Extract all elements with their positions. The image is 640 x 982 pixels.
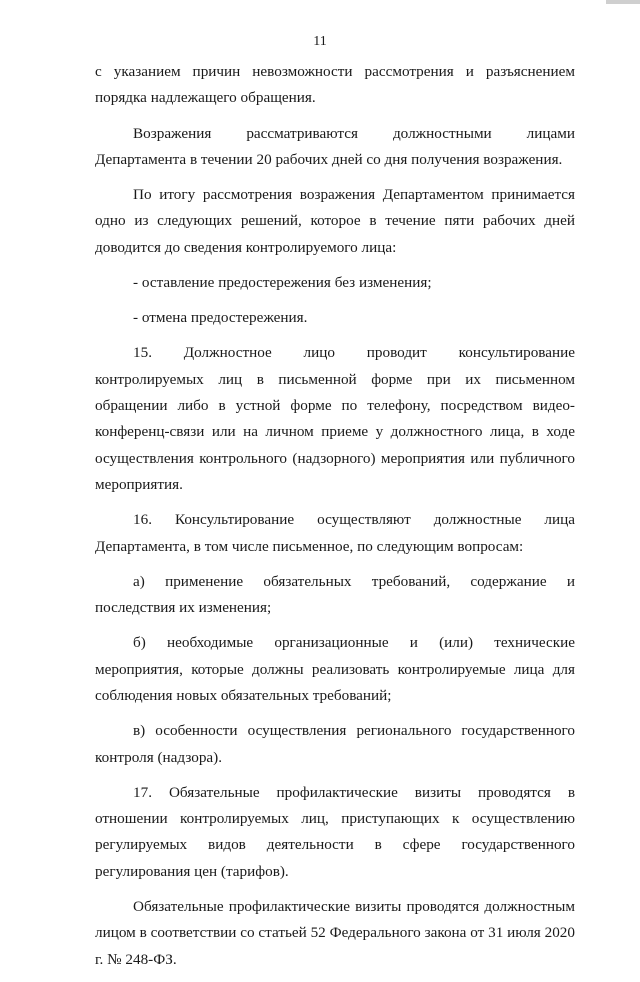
paragraph-continuation: с указанием причин невозможности рассмотрения и разъяснением порядка надлежащего обращения.	[95, 63, 575, 107]
list-item-c: в) особенности осуществления регионального государственного контроля (надзора).	[95, 722, 575, 766]
paragraph-objections-review: Возражения рассматриваются должностными лицами Департамента в течении 20 рабочих дней со дня получения возражения.	[95, 124, 575, 168]
paragraph-review-decisions: По итогу рассмотрения возражения Департаментом принимается одно из следующих решений, которое в течение пяти рабочих дней доводится до сведения контролируемого лица:	[95, 186, 575, 256]
list-item-cancel-warning: - отмена предостережения.	[133, 309, 308, 326]
list-item-a: а) применение обязательных требований, содержание и последствия их изменения;	[95, 572, 575, 617]
list-item-leave-warning: - оставление предостережения без изменения;	[133, 273, 432, 291]
document-body	[95, 59, 575, 982]
paragraph-mandatory-visits: Обязательные профилактические визиты проводятся должностным лицом в соответствии со статьей 52 Федерального закона от 31 июля 2020 г. № 248-ФЗ.	[95, 897, 575, 968]
paragraph-item-17: 17. Обязательные профилактические визиты проводятся в отношении контролируемых лиц, приступающих к осуществлению регулируемых видов деятельности в сфере государственного регулирования цен (тарифов).	[95, 783, 575, 880]
page-number: 11	[313, 34, 327, 49]
paragraph-item-16: 16. Консультирование осуществляют должностные лица Департамента, в том числе письменное, по следующим вопросам:	[95, 511, 575, 555]
paragraph-item-15: 15. Должностное лицо проводит консультирование контролируемых лиц в письменной форме при их письменном обращении либо в устной форме по телефону, посредством видео-конференц-связи или на личном приеме у должностного лица, в ходе осуществления контрольного (надзорного) мероприятия или публичного мероприятия.	[95, 344, 575, 494]
scan-edge-mark	[606, 0, 640, 4]
list-item-b: б) необходимые организационные и (или) технические мероприятия, которые должны реализовать контролируемые лица для соблюдения новых обязательных требований;	[95, 634, 575, 705]
